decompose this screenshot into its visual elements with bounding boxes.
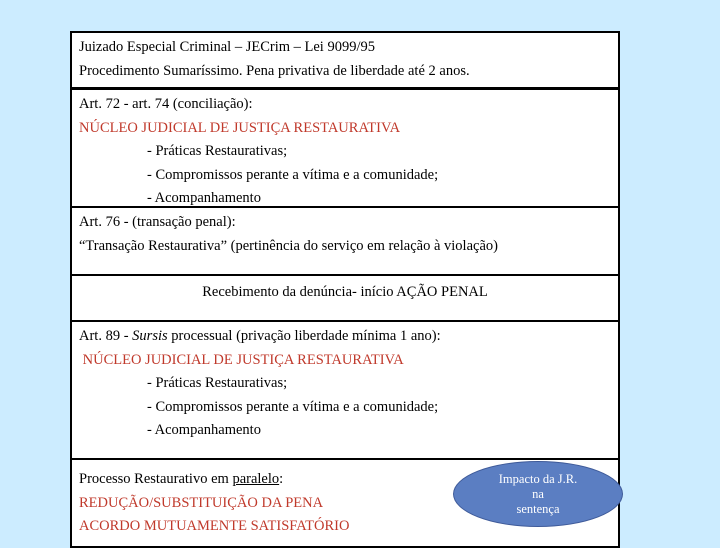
restorative-nucleus-heading: NÚCLEO JUDICIAL DE JUSTIÇA RESTAURATIVA: [79, 119, 401, 136]
sentence-impact-ellipse: [453, 461, 623, 527]
parallel-process-suffix: :: [279, 471, 284, 487]
jecrim-box: [70, 31, 620, 89]
list-item: - Compromissos perante a vítima e a comunidade;: [147, 398, 439, 415]
restorative-transaction-text: “Transação Restaurativa” (pertinência do serviço em relação à violação): [79, 237, 498, 254]
penal-transaction-article: Art. 76 - (transação penal):: [79, 214, 236, 230]
list-item: - Compromissos perante a vítima e a comunidade;: [147, 166, 439, 183]
penalty-reduction-heading: REDUÇÃO/SUBSTITUIÇÃO DA PENA: [79, 494, 324, 511]
sursis-article-suffix: processual (privação liberdade mínima 1 ano):: [167, 328, 441, 344]
sursis-article: [79, 325, 611, 349]
jecrim-title: Juizado Especial Criminal – JECrim – Lei 9099/95: [79, 39, 375, 55]
parallel-process-prefix: Processo Restaurativo em: [79, 471, 233, 487]
parallel-term: paralelo: [232, 471, 280, 487]
ellipse-line: na: [532, 486, 544, 501]
restorative-nucleus-heading: NÚCLEO JUDICIAL DE JUSTIÇA RESTAURATIVA: [79, 351, 404, 368]
list-item: - Acompanhamento: [147, 422, 261, 438]
sursis-article-prefix: Art. 89 -: [79, 328, 133, 344]
procedure-description: Procedimento Sumaríssimo. Pena privativa de liberdade até 2 anos.: [79, 62, 470, 79]
list-item: - Acompanhamento: [147, 190, 261, 206]
agreement-heading: ACORDO MUTUAMENTE SATISFATÓRIO: [79, 518, 350, 534]
conciliation-box: [70, 88, 620, 208]
ellipse-line: sentença: [516, 501, 560, 516]
sursis-box: [70, 320, 620, 460]
sursis-term: Sursis: [132, 328, 168, 344]
ellipse-line: Impacto da J.R.: [498, 471, 578, 486]
conciliation-article: Art. 72 - art. 74 (conciliação):: [79, 96, 253, 112]
penal-transaction-box: [70, 206, 620, 276]
list-item: - Práticas Restaurativas;: [147, 375, 288, 391]
criminal-action-text: Recebimento da denúncia- início AÇÃO PENAL: [202, 284, 488, 300]
criminal-action-box: [70, 274, 620, 322]
list-item: - Práticas Restaurativas;: [147, 143, 288, 159]
